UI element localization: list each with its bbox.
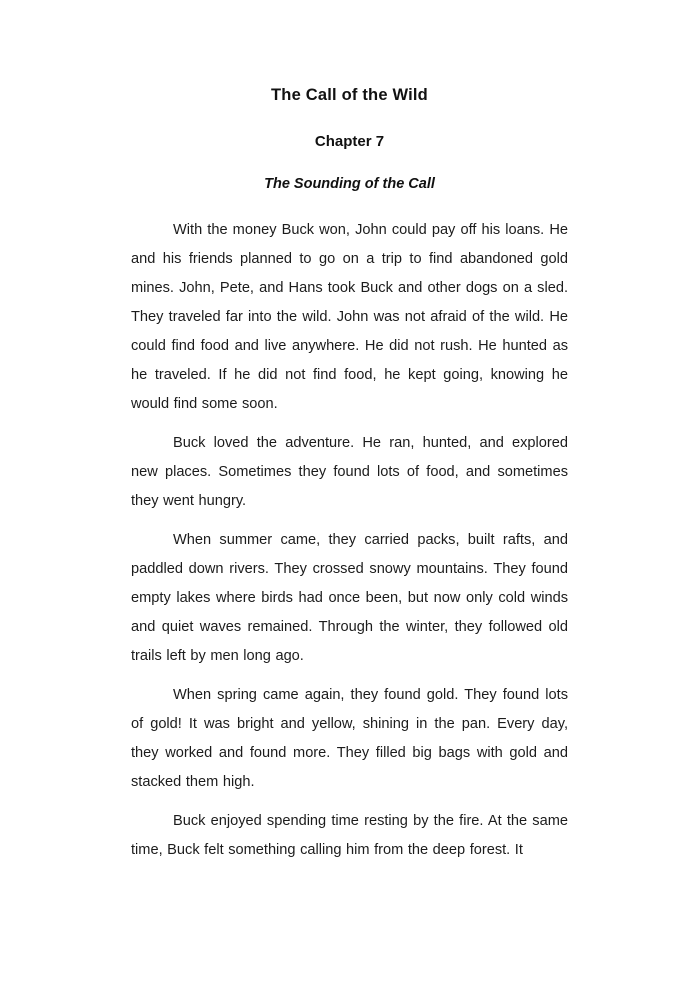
section-heading: The Sounding of the Call	[264, 176, 435, 192]
paragraph: With the money Buck won, John could pay off his loans. He and his friends planned to go on a trip to find abandoned gold mines. John, Pete, and Hans took Buck and other dogs on a sled. They traveled far into the wild. John was not afraid of the wild. He could find food and live anywhere. He did not rush. He hunted as he traveled. If he did not find food, he kept going, knowing he would find some soon.	[131, 222, 568, 412]
book-title: The Call of the Wild	[271, 86, 428, 104]
body-text	[131, 216, 568, 865]
chapter-heading: Chapter 7	[314, 133, 385, 150]
paragraph: Buck enjoyed spending time resting by the fire. At the same time, Buck felt something calling him from the deep forest. It	[131, 813, 568, 858]
paragraph: When spring came again, they found gold. They found lots of gold! It was bright and yellow, shining in the pan. Every day, they worked and found more. They filled big bags with gold and stacked them high.	[131, 687, 568, 790]
paragraph: Buck loved the adventure. He ran, hunted, and explored new places. Sometimes they found lots of food, and sometimes they went hungry.	[131, 435, 568, 509]
paragraph: When summer came, they carried packs, built rafts, and paddled down rivers. They crossed snowy mountains. They found empty lakes where birds had once been, but now only cold winds and quiet waves remained. Through the winter, they followed old trails left by men long ago.	[131, 532, 568, 664]
